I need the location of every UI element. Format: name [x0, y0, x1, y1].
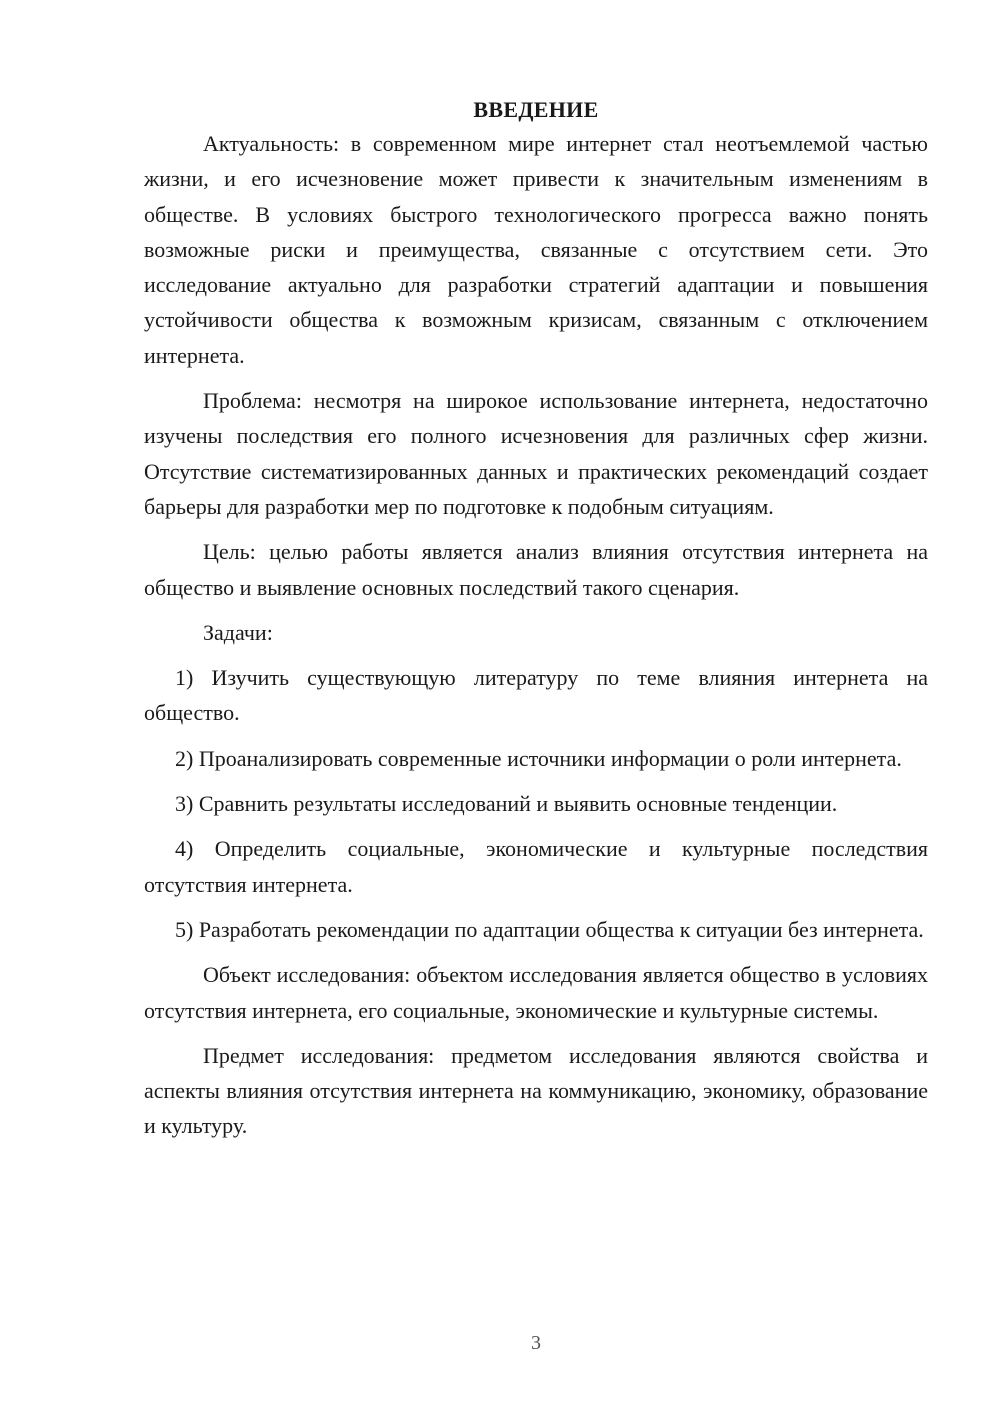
paragraph-tasks-heading: Задачи: [203, 619, 273, 645]
paragraph-object: Объект исследования: объектом исследования является общество в условиях отсутствия интернета, его социальные, экономические и культурные системы. [144, 962, 928, 1023]
document-page [144, 92, 928, 1154]
page-number: 3 [531, 1332, 541, 1354]
task-item-1: 1) Изучить существующую литературу по теме влияния интернета на общество. [144, 665, 928, 726]
paragraph-problem: Проблема: несмотря на широкое использование интернета, недостаточно изучены последствия его полного исчезновения для различных сфер жизни. Отсутствие систематизированных данных и практических рекомендаций создает барьеры для разработки мер по подготовке к подобным ситуациям. [144, 388, 928, 519]
task-item-2: 2) Проанализировать современные источники информации о роли интернета. [175, 745, 902, 771]
paragraph-goal: Цель: целью работы является анализ влияния отсутствия интернета на общество и выявление основных последствий такого сценария. [144, 539, 928, 600]
paragraph-subject: Предмет исследования: предметом исследования являются свойства и аспекты влияния отсутствия интернета на коммуникацию, экономику, образование и культуру. [144, 1042, 928, 1139]
task-item-4: 4) Определить социальные, экономические и культурные последствия отсутствия интернета. [144, 836, 928, 897]
task-item-5: 5) Разработать рекомендации по адаптации общества к ситуации без интернета. [175, 916, 924, 942]
document-title: ВВЕДЕНИЕ [473, 97, 599, 122]
paragraph-relevance: Актуальность: в современном мире интернет стал неотъемлемой частью жизни, и его исчезновение может привести к значительным изменениям в обществе. В условиях быстрого технологического прогресса важно понять возможные риски и преимущества, связанные с отсутствием сети. Это исследование актуально для разработки стратегий адаптации и повышения устойчивости общества к возможным кризисам, связанным с отключением интернета. [144, 131, 928, 368]
task-item-3: 3) Сравнить результаты исследований и выявить основные тенденции. [175, 791, 838, 817]
